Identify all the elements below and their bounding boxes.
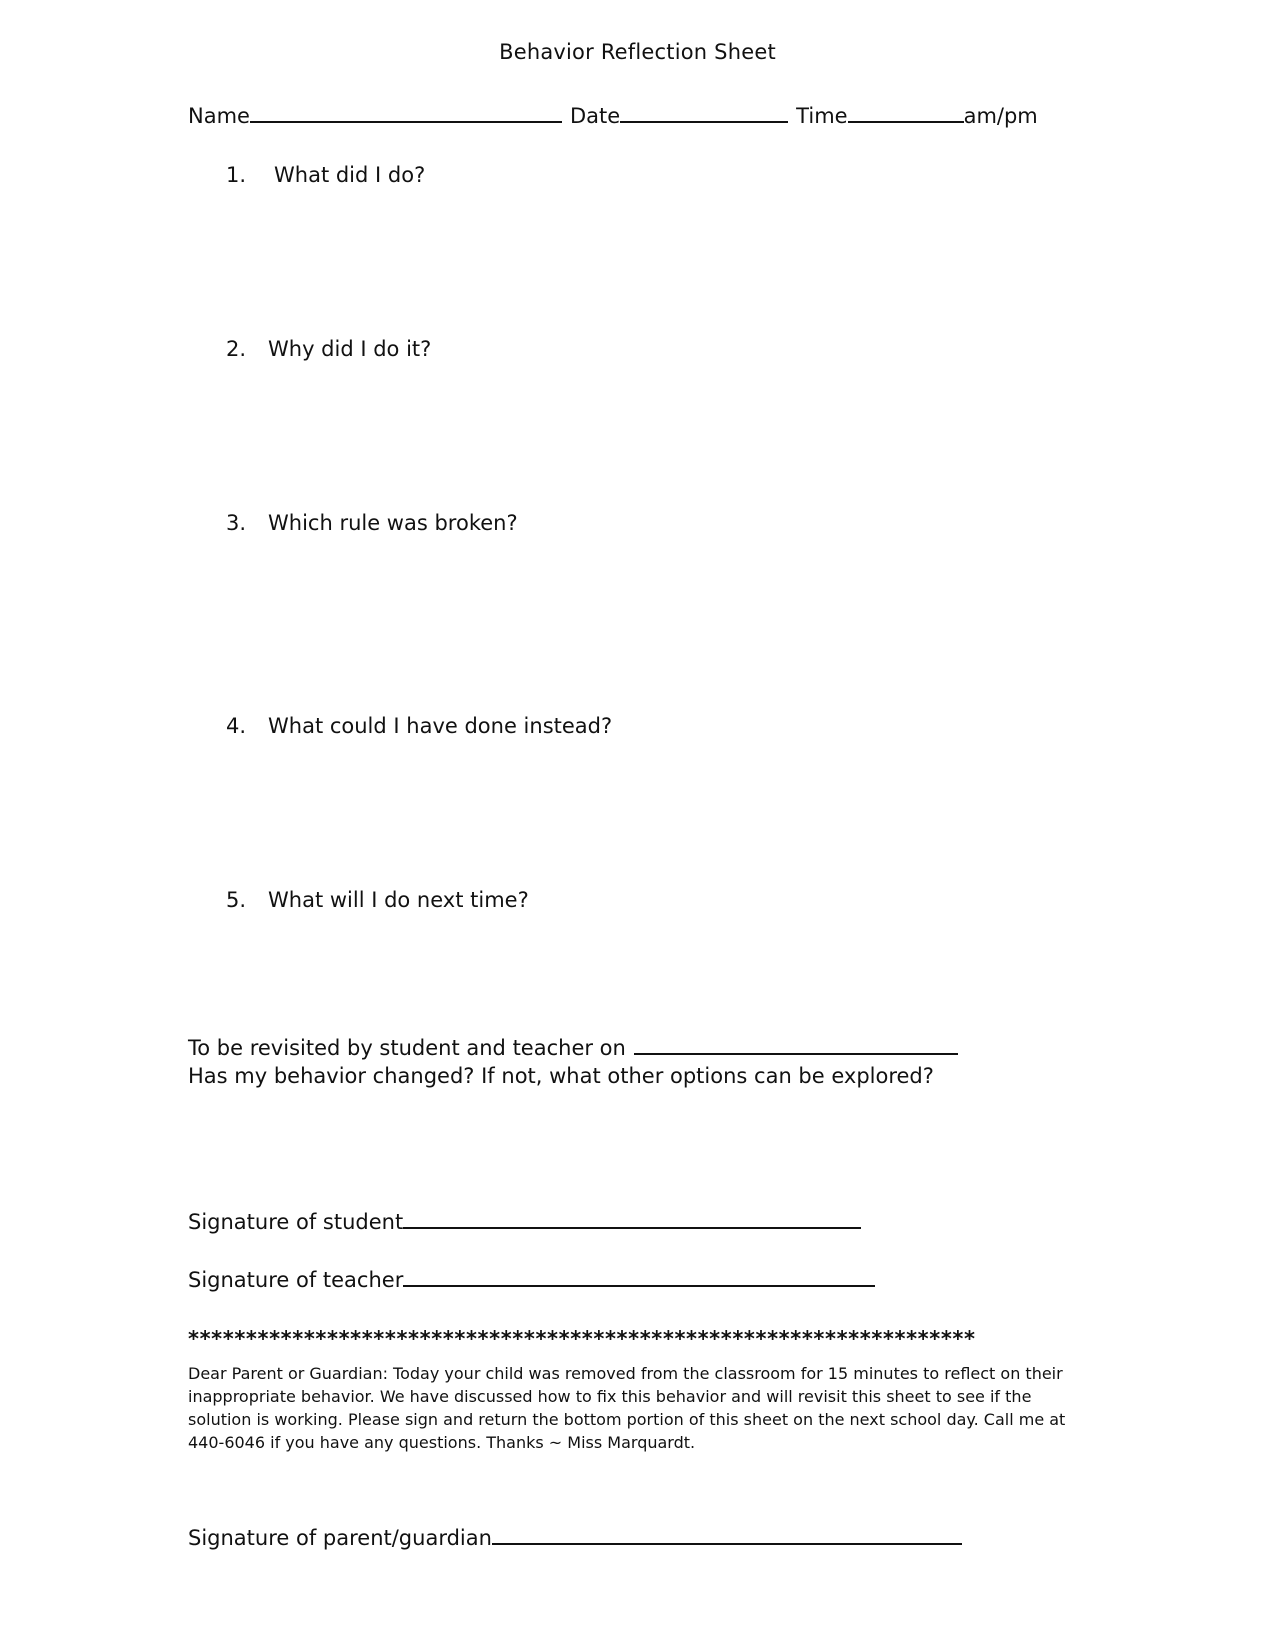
revisit-label: To be revisited by student and teacher on <box>188 1036 626 1060</box>
date-label: Date <box>569 104 621 128</box>
ampm-label: am/pm <box>963 104 1038 128</box>
question-text: Why did I do it? <box>268 337 432 361</box>
teacher-signature-row <box>188 1267 875 1292</box>
revisit-row <box>188 1035 958 1060</box>
question-text: What did I do? <box>274 163 426 187</box>
question-1 <box>226 163 425 187</box>
question-number: 4. <box>226 714 247 738</box>
student-signature-label: Signature of student <box>188 1210 404 1234</box>
date-field[interactable] <box>620 103 788 123</box>
question-number: 3. <box>226 511 247 535</box>
time-label: Time <box>796 104 848 128</box>
question-2 <box>226 337 431 361</box>
question-text: What could I have done instead? <box>268 714 613 738</box>
behavior-changed-question: Has my behavior changed? If not, what other options can be explored? <box>188 1064 934 1088</box>
student-signature-row <box>188 1209 861 1234</box>
revisit-date-field[interactable] <box>634 1035 958 1055</box>
name-label: Name <box>188 104 250 128</box>
question-4 <box>226 714 612 738</box>
parent-signature-field[interactable] <box>492 1525 962 1545</box>
question-number: 2. <box>226 337 247 361</box>
page-title: Behavior Reflection Sheet <box>499 40 776 64</box>
teacher-signature-label: Signature of teacher <box>188 1268 404 1292</box>
question-number: 1. <box>226 163 247 187</box>
parent-signature-label: Signature of parent/guardian <box>188 1526 492 1550</box>
parent-signature-row <box>188 1525 962 1550</box>
student-signature-field[interactable] <box>403 1209 861 1229</box>
cut-line-divider: ******************************************************************** <box>188 1327 976 1351</box>
question-text: What will I do next time? <box>268 888 529 912</box>
name-field[interactable] <box>250 103 562 123</box>
teacher-signature-field[interactable] <box>403 1267 875 1287</box>
question-3 <box>226 511 518 535</box>
question-text: Which rule was broken? <box>268 511 518 535</box>
question-5 <box>226 888 529 912</box>
student-info-row <box>188 103 1038 128</box>
parent-note: Dear Parent or Guardian: Today your child was removed from the classroom for 15 minutes to reflect on their inappropriate behavior. We have discussed how to fix this behavior and will revisit this sheet to see if the solution is working. Please sign and return the bottom portion of this sheet on the next school day. Call me at 440-6046 if you have any questions. Thanks ~ Miss Marquardt. <box>188 1364 1066 1452</box>
time-field[interactable] <box>848 103 964 123</box>
question-number: 5. <box>226 888 247 912</box>
